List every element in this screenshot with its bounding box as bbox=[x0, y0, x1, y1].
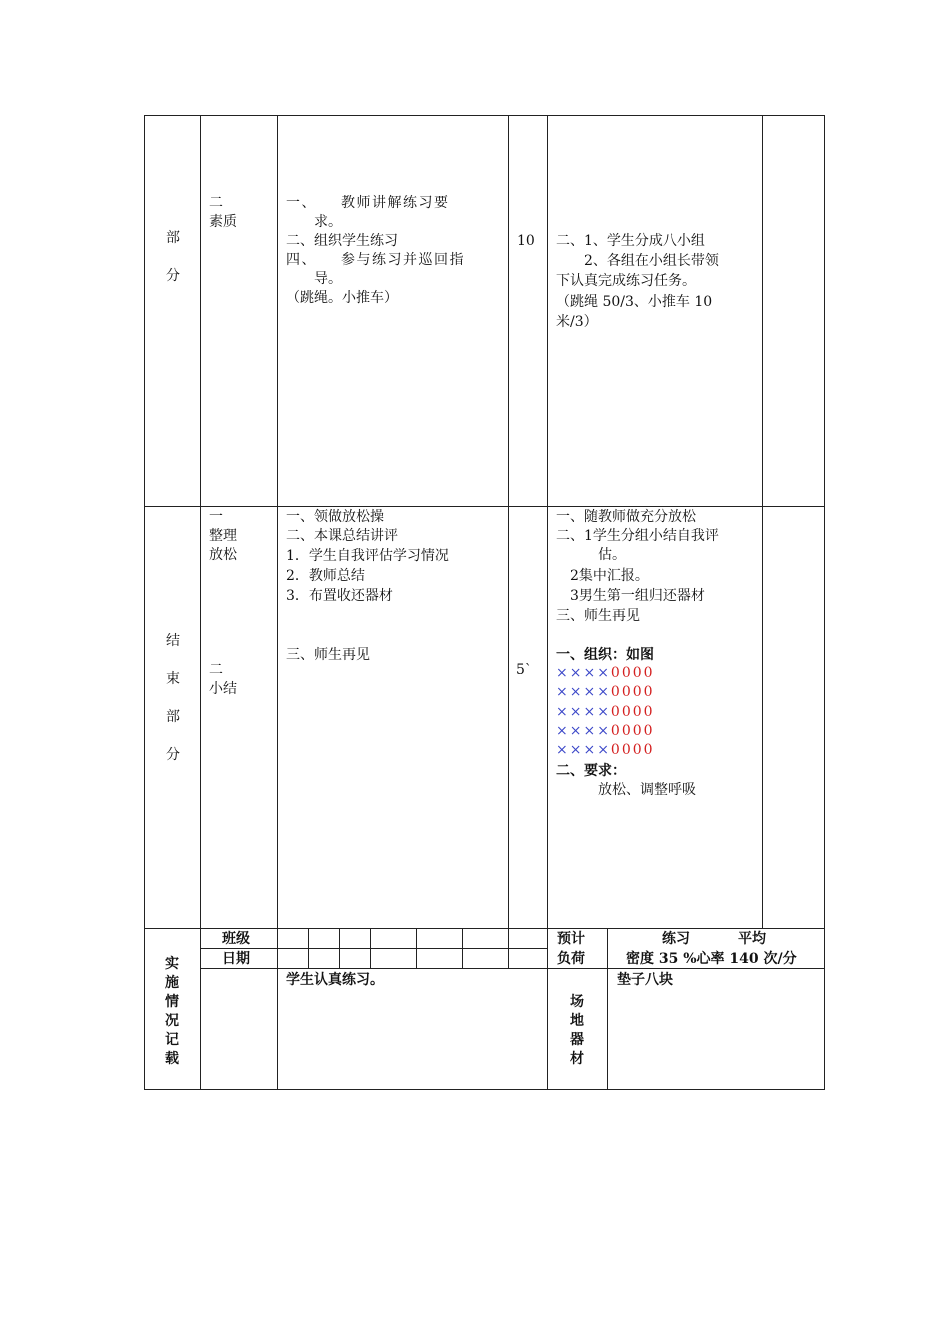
section1-time: 10 bbox=[517, 233, 535, 249]
requirements-text: 放松、调整呼吸 bbox=[598, 782, 696, 798]
class-date-divider bbox=[200, 948, 547, 949]
formation-circles: 0000 bbox=[610, 723, 655, 739]
formation-crosses: ×××× bbox=[556, 665, 611, 681]
section2-segment1-1: 一 bbox=[209, 509, 223, 525]
section1-teacher-2: 求。 bbox=[286, 214, 342, 230]
col-divider-4 bbox=[547, 115, 548, 1090]
section1-teacher-5: 导。 bbox=[286, 271, 342, 287]
section1-segment-1: 二 bbox=[209, 195, 223, 211]
venue-equipment-label: 场地器材 bbox=[570, 994, 584, 1067]
load-density-heartrate: 密度 35 %心率 140 次/分 bbox=[626, 951, 797, 967]
section2-student-3: 估。 bbox=[556, 547, 626, 563]
section1-teacher-1: 一、 教师讲解练习要 bbox=[286, 195, 450, 211]
formation-crosses: ×××× bbox=[556, 723, 611, 739]
row-divider-1 bbox=[144, 506, 825, 507]
table-border-bottom bbox=[144, 1089, 825, 1090]
implementation-label: 实施情况记载 bbox=[165, 956, 179, 1067]
load-label-2: 负荷 bbox=[557, 951, 585, 967]
section1-teacher-3: 二、组织学生练习 bbox=[286, 233, 398, 249]
venue-equipment-value: 垫子八块 bbox=[617, 972, 673, 988]
date-label: 日期 bbox=[222, 951, 250, 967]
section2-teacher-end: 三、师生再见 bbox=[286, 647, 370, 663]
formation-circles: 0000 bbox=[610, 684, 655, 700]
table-border-right bbox=[824, 115, 825, 1090]
class-label: 班级 bbox=[222, 931, 250, 947]
load-label-1: 预计 bbox=[557, 931, 585, 947]
section1-student-4: （跳绳 50/3、小推车 10 bbox=[556, 294, 713, 310]
requirements-title: 二、要求： bbox=[556, 763, 626, 779]
table-border-top bbox=[144, 115, 825, 116]
class-grid-col bbox=[462, 928, 463, 968]
col-divider-3 bbox=[508, 115, 509, 928]
class-grid-col bbox=[339, 928, 340, 968]
class-grid-col bbox=[308, 928, 309, 968]
implementation-note: 学生认真练习。 bbox=[286, 972, 384, 988]
formation-circles: 0000 bbox=[610, 742, 655, 758]
formation-row bbox=[556, 703, 655, 722]
section2-time: 5` bbox=[516, 662, 532, 678]
section1-student-1: 二、1、学生分成八小组 bbox=[556, 233, 705, 249]
section1-student-3: 下认真完成练习任务。 bbox=[556, 273, 696, 289]
section2-teacher-2: 二、本课总结讲评 bbox=[286, 528, 398, 544]
section2-student-5: 3男生第一组归还器材 bbox=[556, 588, 705, 604]
section2-student-1: 一、随教师做充分放松 bbox=[556, 509, 696, 525]
formation-row bbox=[556, 683, 655, 702]
section2-teacher-1: 一、领做放松操 bbox=[286, 509, 384, 525]
col-divider-1 bbox=[200, 115, 201, 1090]
class-grid-col bbox=[416, 928, 417, 968]
section1-teacher-4: 四、 参与练习并巡回指 bbox=[286, 252, 465, 268]
section1-segment-2: 素质 bbox=[209, 214, 237, 230]
section2-segment1-3: 放松 bbox=[209, 547, 237, 563]
formation-row bbox=[556, 664, 655, 683]
section1-teacher-6: （跳绳。小推车） bbox=[286, 290, 398, 306]
formation-crosses: ×××× bbox=[556, 704, 611, 720]
section2-teacher-5: 3．布置收还器材 bbox=[286, 588, 393, 604]
section2-student-2: 二、1学生分组小结自我评 bbox=[556, 528, 719, 544]
formation-row bbox=[556, 741, 655, 760]
col-divider-5 bbox=[762, 115, 763, 928]
section2-segment2-2: 小结 bbox=[209, 681, 237, 697]
section2-teacher-4: 2．教师总结 bbox=[286, 568, 365, 584]
section2-label: 结 束 部 分 bbox=[166, 633, 180, 763]
formation-circles: 0000 bbox=[610, 665, 655, 681]
section2-segment2-1: 二 bbox=[209, 662, 223, 678]
formation-crosses: ×××× bbox=[556, 684, 611, 700]
section2-student-4: 2集中汇报。 bbox=[556, 568, 649, 584]
formation-crosses: ×××× bbox=[556, 742, 611, 758]
section2-teacher-3: 1．学生自我评估学习情况 bbox=[286, 548, 449, 564]
section2-student-6: 三、师生再见 bbox=[556, 608, 640, 624]
footer-col-divider bbox=[607, 928, 608, 1090]
class-grid-col bbox=[508, 928, 509, 968]
col-divider-2 bbox=[277, 115, 278, 1090]
load-average: 平均 bbox=[738, 931, 766, 947]
section1-student-2: 2、各组在小组长带领 bbox=[556, 253, 719, 269]
load-exercise: 练习 bbox=[662, 931, 690, 947]
class-grid-col bbox=[370, 928, 371, 968]
section1-label: 部 分 bbox=[166, 230, 180, 284]
section1-student-5: 米/3） bbox=[556, 314, 598, 330]
organization-title: 一、组织：如图 bbox=[556, 647, 654, 663]
formation-row bbox=[556, 722, 655, 741]
row-divider-2 bbox=[144, 928, 825, 929]
formation-circles: 0000 bbox=[610, 704, 655, 720]
section2-segment1-2: 整理 bbox=[209, 528, 237, 544]
table-border-left bbox=[144, 115, 145, 1090]
